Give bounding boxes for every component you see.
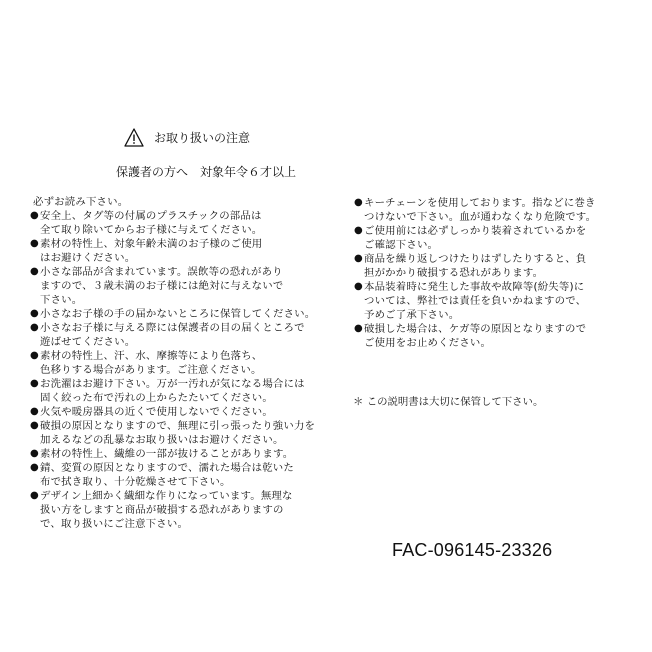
footnote-text: この説明書は大切に保管して下さい。 [366,396,544,408]
title-row [124,128,250,147]
left-note-item-text: 素材の特性上、汗、水、摩擦等により色落ち、 色移りする場合があります。ご注意ください。 [40,350,263,376]
left-note-item [30,405,345,419]
bullet-icon: ● [354,253,363,264]
document-code: FAC-096145-23326 [392,540,553,560]
right-note-item [354,196,616,224]
audience-subtitle: 保護者の方へ 対象年令６才以上 [116,165,297,179]
bullet-icon: ● [354,281,363,292]
left-note-item-text: デザイン上細かく繊細な作りになっています。無理な 扱い方をしますと商品が破損する恐れがありますの で、取り扱いにご注意下さい。 [40,490,293,530]
left-note-item [30,321,345,349]
bullet-icon: ● [30,378,39,389]
bullet-icon: ● [30,462,39,473]
left-note-item-text: 錆、変質の原因となりますので、濡れた場合は乾いた 布で拭き取り、十分乾燥させて下さい。 [40,462,294,488]
bullet-icon: ● [354,197,363,208]
bullet-icon: ● [30,490,39,501]
right-note-item-text: 破損した場合は、ケガ等の原因となりますので ご使用をお止めください。 [364,323,587,349]
left-note-item [30,209,345,237]
left-note-item-text: 小さなお子様に与える際には保護者の目の届くところで 遊ばせてください。 [40,322,305,348]
left-note-item-text: 小さな部品が含まれています。誤飲等の恐れがあり ますので、３歳未満のお子様には絶対に与えないで 下さい。 [40,266,284,306]
left-note-item [30,349,345,377]
warning-triangle-icon [124,128,144,147]
intro-text: 必ずお読み下さい。 [33,196,129,208]
bullet-icon: ● [30,266,39,277]
left-note-item [30,265,345,307]
right-note-item-text: 本品装着時に発生した事故や故障等(紛失等)に ついては、弊社では責任を負いかねますので、 予めご了承下さい。 [364,281,587,321]
left-note-item [30,489,345,531]
footnote [353,393,543,408]
right-note-item [354,280,616,322]
left-note-item [30,447,345,461]
bullet-icon: ● [30,448,39,459]
left-note-item-text: お洗濯はお避け下さい。万が一汚れが気になる場合には 固く絞った布で汚れの上からたたいてください。 [40,378,305,404]
left-note-item-text: 素材の特性上、繊維の一部が抜けることがあります。 [40,448,294,460]
bullet-icon: ● [30,238,39,249]
bullet-icon: ● [30,308,39,319]
right-note-item [354,224,616,252]
left-note-item-text: 破損の原因となりますので、無理に引っ張ったり強い力を 加えるなどの乱暴なお取り扱いはお避けください。 [40,420,316,446]
left-note-item-text: 火気や暖房器具の近くで使用しないでください。 [40,406,273,418]
left-notes-column [30,195,345,531]
bullet-icon: ● [30,322,39,333]
asterisk-mark: ＊ [353,396,364,408]
left-note-item [30,419,345,447]
bullet-icon: ● [354,323,363,334]
right-notes-column [354,196,616,350]
right-note-item-text: 商品を繰り返しつけたりはずしたりすると、負 担がかかり破損する恐れがあります。 [364,253,587,279]
right-note-item-text: キーチェーンを使用しております。指などに巻き つけないで下さい。血が通わなくなり危険です。 [364,197,597,223]
left-note-item-text: 素材の特性上、対象年齢未満のお子様のご使用 はお避けください。 [40,238,263,264]
right-note-item-text: ご使用前には必ずしっかり装着されているかを ご確認下さい。 [364,225,587,251]
left-note-item [30,377,345,405]
left-note-item-text: 小さなお子様の手の届かないところに保管してください。 [40,308,316,320]
right-note-item [354,322,616,350]
bullet-icon: ● [354,225,363,236]
left-note-item-text: 安全上、タグ等の付属のプラスチックの部品は 全て取り除いてからお子様に与えてください。 [40,210,263,236]
page-title: お取り扱いの注意 [154,131,251,145]
right-note-item [354,252,616,280]
bullet-icon: ● [30,406,39,417]
bullet-icon: ● [30,210,39,221]
left-note-item [30,307,345,321]
bullet-icon: ● [30,420,39,431]
left-note-item [30,237,345,265]
left-note-item [30,461,345,489]
bullet-icon: ● [30,350,39,361]
